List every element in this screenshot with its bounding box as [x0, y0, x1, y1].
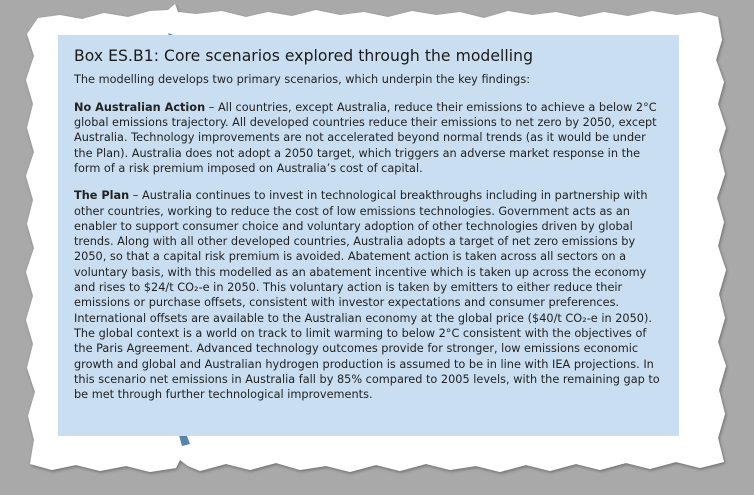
scenario-heading: The Plan — [74, 189, 130, 203]
scenario-line: emissions or purchase offsets, consistent with investor expectations and consumer preferences. — [74, 296, 620, 310]
scenario-line: the Plan). Australia does not adopt a 2050 target, which triggers an adverse market response in the — [74, 146, 641, 160]
scenario-text: – All countries, except Australia, reduce their emissions to achieve a below 2°C — [205, 100, 657, 114]
scenario-line — [74, 100, 665, 115]
scenario-no-australian-action — [74, 100, 665, 176]
scenario-line: global emissions trajectory. All developed countries reduce their emissions to net zero by 2050, except — [74, 116, 657, 130]
scenario-line: International offsets are available to the Australian economy at the global price ($40/t CO₂-e in 2050). — [74, 311, 652, 325]
scenario-heading: No Australian Action — [74, 100, 206, 114]
scenario-line — [74, 188, 665, 203]
scenario-line: voluntary basis, with this modelled as an abatement incentive which is taken up across the economy — [74, 265, 647, 279]
scenario-line: the Paris Agreement. Advanced technology outcomes provide for stronger, low emissions economic — [74, 342, 639, 356]
scenario-line: and rises to $24/t CO₂-e in 2050. This voluntary action is taken by emitters to either reduce their — [74, 281, 623, 295]
scenario-line: The global context is a world on track to limit warming to below 2°C consistent with the objectives of — [74, 326, 647, 340]
scenario-line: growth and global and Australian hydrogen production is assumed to be in line with IEA projections. In — [74, 357, 654, 371]
scenario-line: be met through further technological improvements. — [74, 388, 373, 402]
scenario-line: this scenario net emissions in Australia fall by 85% compared to 2005 levels, with the remaining gap to — [74, 372, 660, 386]
scenario-line: enabler to support consumer choice and voluntary adoption of other technologies driven by global — [74, 219, 633, 233]
box-title: Box ES.B1: Core scenarios explored through the modelling — [74, 47, 534, 65]
scenario-line: 2050, so that a capital risk premium is avoided. Abatement action is taken across all sectors on a — [74, 250, 627, 264]
scenario-text: – Australia continues to invest in technological breakthroughs including in partnership with — [129, 189, 648, 203]
scenario-the-plan — [74, 188, 665, 402]
intro-text: The modelling develops two primary scenarios, which underpin the key findings: — [74, 73, 531, 86]
scenario-line: Australia. Technology improvements are not accelerated beyond normal trends (as it would be under — [74, 131, 646, 145]
scenario-line: form of a risk premium imposed on Australia’s cost of capital. — [74, 161, 423, 175]
scenario-box — [58, 35, 679, 436]
scenario-line: other countries, working to reduce the cost of low emissions technologies. Government acts as an — [74, 204, 630, 218]
scenario-line: trends. Along with all other developed countries, Australia adopts a target of net zero emissions by — [74, 235, 636, 249]
